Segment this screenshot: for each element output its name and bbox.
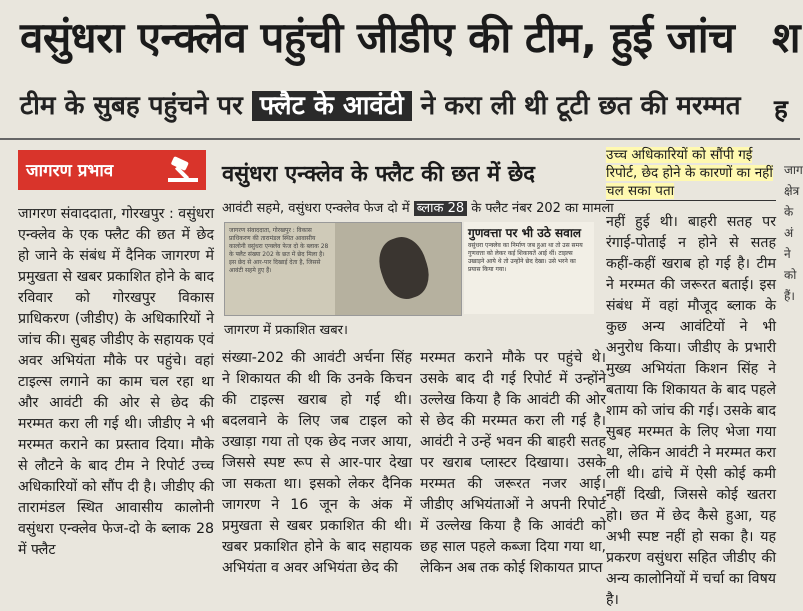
clipping-title: वसुंधरा एन्क्लेव के फ्लैट की छत में छेद [222, 162, 535, 187]
article-column-3: मरम्मत कराने मौके पर पहुंचे थे। उसके बाद दी गई रिपोर्ट में उन्होंने उल्लेख किया है कि आवंटी की ओर से छेद की मरम्मत करा ली गई है। आवंटी ने उन्हें भवन की बाहरी सतह पर खराब प्लास्टर दिखाया। उसके मरम्मत की जरूरत नजर आई। जीडीए अभियंताओं ने अपनी रिपोर्ट में उल्लेख किया है कि आवंटी को छह साल पहले कब्जा दिया गया था, लेकिन अब तक कोई शिकायत प्राप्त [420, 350, 606, 576]
subheadline-after: ने करा ली थी टूटी छत की मरम्मत [420, 91, 741, 121]
subheadline-before: टीम के सुबह पहुंचने पर [20, 91, 243, 121]
divider [0, 138, 800, 140]
subheadline-edge-fragment: ह [774, 95, 788, 125]
highlight-quote: उच्च अधिकारियों को सौंपी गई रिपोर्ट, छेद होने के कारणों का नहीं चल सका पता [606, 146, 776, 201]
headline-edge-fragment: श [772, 13, 801, 62]
next-column-edge: जाग क्षेत्र के अं ने को हैं। [784, 163, 803, 303]
subheadline [20, 86, 741, 122]
clipping-credit: जागरण में प्रकाशित खबर। [224, 323, 348, 338]
badge-label: जागरण प्रभाव [26, 161, 114, 181]
article-column-2: संख्या-202 की आवंटी अर्चना सिंह ने शिकायत की थी कि उनके किचन की टाइल्स खराब हो गई थी। बदलवाने के लिए जब टाइल को उखाड़ा गया तो एक छेद नजर आया, जिससे स्पष्ट रूप से आर-पार देखा जा सकता था। इसको लेकर दैनिक जागरण ने 16 जून के अंक में प्रमुखता से खबर प्रकाशित की थी। खबर प्रकाशित होने के बाद सहायक अभियंता व अवर अभियंता छेद की [222, 350, 412, 576]
gavel-icon [166, 156, 200, 184]
article-column-4: नहीं हुई थी। बाहरी सतह पर रंगाई-पोताई न होने से सतह कहीं-कहीं खराब हो गई है। टीम ने मरम्मत की जरूरत बताई। इस संबंध में वहां मौजूद ब्लाक के कुछ अन्य आवंटियों ने भी अनुरोध किया। जीडीए के प्रभारी मुख्य अभियंता किशन सिंह ने बताया कि शिकायत के बाद पहले शाम को जांच की गई। उसके बाद सुबह मरम्मत के लिए भेजा गया था, लेकिन आवंटी ने मरम्मत करा ली थी। ढांचे में ऐसी कोई कमी नहीं दिखी, जिससे कोई खतरा हो। छत में छेद कैसे हुआ, यह अभी स्पष्ट नहीं हो सका है। यह प्रकरण वसुंधरा सहित जीडीए की अन्य कालोनियों में चर्चा का विषय है। [606, 214, 776, 608]
clipping-sidebar-fine-print: वसुंधरा एन्क्लेव का निर्माण जब हुआ था तो उस समय गुणवत्ता को लेकर कई शिकायतें आई थीं। टाइल्स उखाड़ने आये थे तो उन्होंने छेद देखा। उसे भरने का प्रयास किया गया। [468, 242, 583, 273]
clipping-photo [224, 222, 462, 316]
clipping-sidebar: गुणवत्ता पर भी उठे सवाल वसुंधरा एन्क्लेव का निर्माण जब हुआ था तो उस समय गुणवत्ता को लेकर कई शिकायतें आई थीं। टाइल्स उखाड़ने आये थे तो उन्होंने छेद देखा। उसे भरने का प्रयास किया गया। [464, 222, 594, 314]
clipping-deck: आवंटी सहमे, वसुंधरा एन्क्लेव फेज दो में ब्लाक 28 के फ्लैट नंबर 202 का मामला [222, 201, 614, 216]
jagran-prabhav-badge [18, 150, 206, 190]
headline: वसुंधरा एन्क्लेव पहुंची जीडीए की टीम, हुई जांच [20, 13, 735, 62]
article-column-1: जागरण संवाददाता, गोरखपुर : वसुंधरा एन्क्लेव के एक फ्लैट की छत में छेद हो जाने के संबंध में दैनिक जागरण में प्रमुखता से खबर प्रकाशित होने के बाद रविवार को गोरखपुर विकास प्राधिकरण (जीडीए) के अधिकारियों ने जांच की। सुबह जीडीए के सहायक एवं अवर अभियंता मौके पर पहुंचे। वहां टाइल्स लगाने का काम चल रहा था और आवंटी की ओर से छेद की मरम्मत करा ली गई थी। जीडीए ने भी मरम्मत कराने का प्रस्ताव दिया। मौके से लौटने के बाद टीम ने रिपोर्ट उच्च अधिकारियों को सौंप दी है। जीडीए की तारामंडल स्थित आवासीय कालोनी वसुंधरा एन्क्लेव फेज-दो के ब्लाक 28 में फ्लैट [18, 206, 214, 558]
clipping-fine-print: जागरण संवाददाता, गोरखपुर : विकास प्राधिकरण की तारामंडल स्थित आवासीय कालोनी वसुंधरा एन्क्लेव फेज दो के ब्लाक 28 के फ्लैट संख्या 202 के छत में छेद मिला है। इस छेद से आर-पार दिखाई देता है, जिससे आवंटी सहमे हुए हैं। [229, 227, 329, 274]
subheadline-boxed: फ्लैट के आवंटी [252, 91, 412, 121]
